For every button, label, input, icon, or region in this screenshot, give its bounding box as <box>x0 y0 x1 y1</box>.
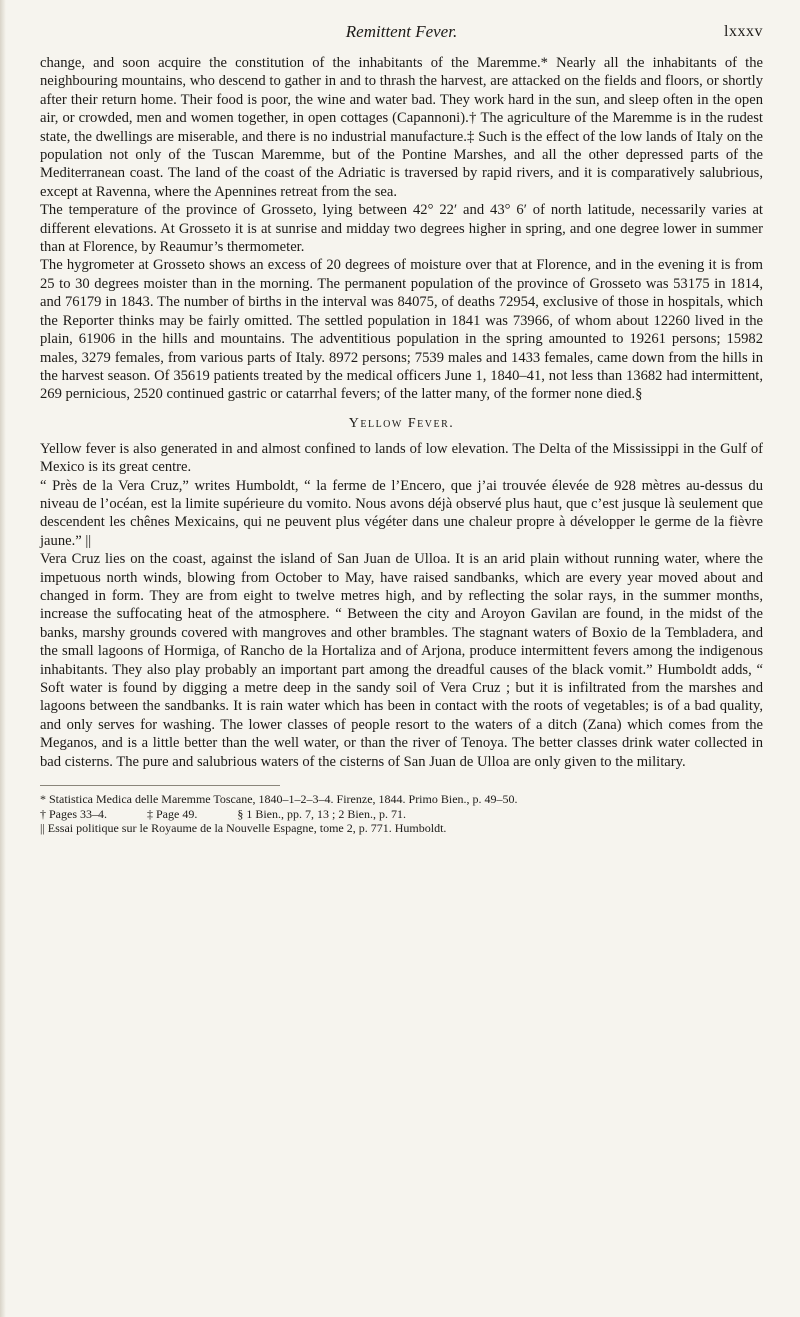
remittent-fever-text <box>40 54 763 404</box>
footnotes <box>40 792 763 836</box>
paragraph-maremme: change, and soon acquire the constitution of the inhabitants of the Maremme.* Nearly all the inhabitants of the neighbouring mountains, who descend to gather in and to thrash the harvest, are attacked on the fields and floors, or shortly after their return home. Their food is poor, the wine and water bad. They work hard in the sun, and sleep often in the open air, or crowded, men and women together, in open cottages (Capannoni).† The agriculture of the Maremme is in the rudest state, the dwellings are miserable, and there is no industrial manufacture.‡ Such is the effect of the low lands of Italy on the population not only of the Tuscan Maremme, but of the Pontine Marshes, and all the other depressed parts of the Mediterranean coast. The land of the coast of the Adriatic is traversed by rapid rivers, and it is comparatively salubrious, except at Ravenna, where the Apennines retreat from the sea. <box>40 55 763 200</box>
paragraph-yellow-fever-intro: Yellow fever is also generated in and almost confined to lands of low elevation. The Delta of the Mississippi in the Gulf of Mexico is its great centre. <box>40 440 763 476</box>
book-page <box>40 20 763 836</box>
footnote-dagger: † Pages 33–4. <box>40 806 107 821</box>
footnote-1: * Statistica Medica delle Maremme Toscane, 1840–1–2–3–4. Firenze, 1844. Primo Bien., p. 49–50. <box>40 792 518 807</box>
paragraph-temperature: The temperature of the province of Grosseto, lying between 42° 22′ and 43° 6′ of north latitude, necessarily varies at different elevations. At Grosseto it is at sunrise and midday two degrees higher in spring, and one degree lower in summer than at Florence, by Reaumur’s thermometer. <box>40 202 763 256</box>
paragraph-hygrometer: The hygrometer at Grosseto shows an excess of 20 degrees of moisture over that at Florence, and in the evening it is from 25 to 30 degrees moister than in the morning. The permanent population of the province of Grosseto was 53175 in 1814, and 76179 in 1843. The number of births in the interval was 84075, of deaths 72954, exclusive of those in hospitals, which the Reporter thinks may be fairly omitted. The settled population in 1841 was 73966, of whom about 12260 lived in the plain, 61906 in the hills and mountains. The adventitious population in the spring amounted to 19261 persons; 15982 males, 3279 females, from various parts of Italy. 8972 persons; 7539 males and 1433 females, came down from the hills in the harvest season. Of 35619 patients treated by the medical officers June 1, 1840–41, not less than 13682 had intermittent, 269 pernicious, 2520 continued gastric or catarrhal fevers; of the latter many, of the former none died.§ <box>40 257 763 403</box>
page-header <box>40 20 763 46</box>
paragraph-humboldt-quote: “ Près de la Vera Cruz,” writes Humboldt, “ la ferme de l’Encero, que j’ai trouvée élevée de 928 mètres au-dessus du niveau de l’océan, est la limite supérieure du vomito. Nous avons déjà observé plus haut, que c’est jusque là seulement que descendent les chênes Mexicains, qui ne peuvent plus végéter dans une chaleur propre à développer le germe de la fièvre jaune.” || <box>40 477 763 549</box>
footnote-2 <box>40 807 763 822</box>
footnote-section: § 1 Bien., pp. 7, 13 ; 2 Bien., p. 71. <box>237 806 406 821</box>
footnote-double-dagger: ‡ Page 49. <box>147 806 198 821</box>
footnote-rule <box>40 785 280 792</box>
footnote-3: || Essai politique sur le Royaume de la Nouvelle Espagne, tome 2, p. 771. Humboldt. <box>40 821 447 836</box>
section-heading-yellow-fever: Yellow Fever. <box>348 415 455 431</box>
yellow-fever-text <box>40 440 763 771</box>
page-edge-shadow <box>0 0 6 1317</box>
page-number: lxxxv <box>724 23 763 40</box>
paragraph-vera-cruz: Vera Cruz lies on the coast, against the island of San Juan de Ulloa. It is an arid plain without running water, where the impetuous north winds, blowing from October to May, have raised sandbanks, which are every year moved about and changed in form. They are from eight to twelve metres high, and by reflecting the solar rays, in the summer months, increase the suffocating heat of the atmosphere. “ Between the city and Aroyon Gavilan are found, in the midst of the banks, marshy grounds covered with mangroves and other brambles. The stagnant waters of Boxio de la Tembladera, and the small lagoons of Hormiga, of Rancho de la Hortaliza and of Arjona, produce intermittent fevers among the indigenous inhabitants. They also play probably an important part among the dreadful causes of the black vomit.” Humboldt adds, “ Soft water is found by digging a metre deep in the sandy soil of Vera Cruz ; but it is infiltrated from the marshes and lagoons between the sandbanks. It is rain water which has been in contact with the roots of vegetables; is of a bad quality, and only serves for washing. The lower classes of people resort to the waters of a ditch (Zana) which comes from the Meganos, and is a little better than the well water, or than the river of Tenoya. The better classes drink water collected in bad cisterns. The pure and salubrious waters of the cisterns of San Juan de Ulloa are only given to the military. <box>40 551 763 770</box>
running-title: Remittent Fever. <box>345 22 458 41</box>
